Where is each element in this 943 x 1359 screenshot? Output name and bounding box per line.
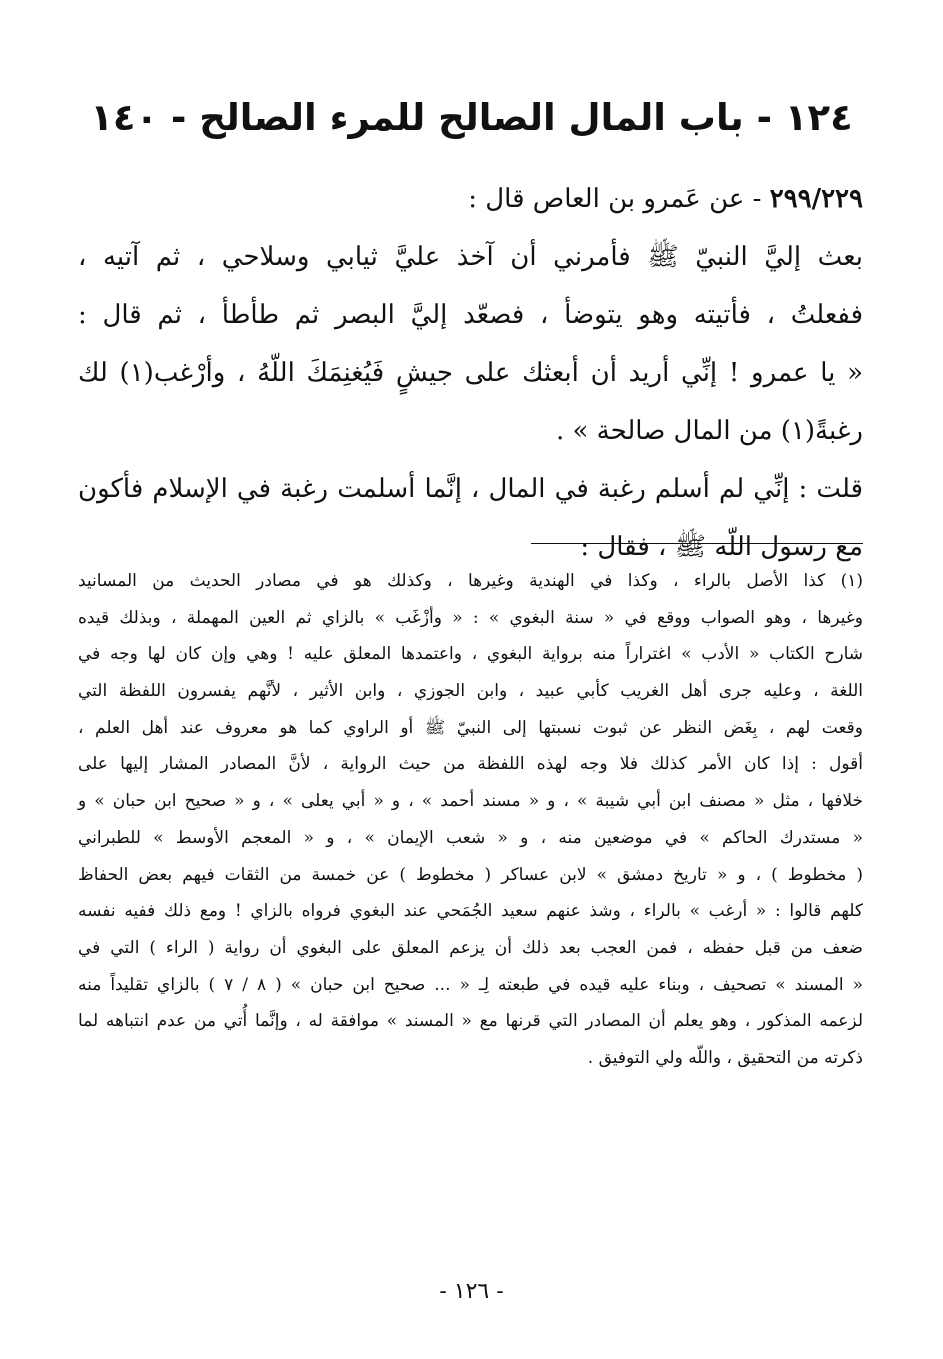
footnote-line: خلافها ، مثل « مصنف ابن أبي شيبة » ، و « مسند أحمد » ، و « أبي يعلى » ، و « صحيح ابن حبان » و <box>78 791 863 812</box>
footnote-separator <box>531 543 863 544</box>
hadith-header-line <box>78 170 863 228</box>
hadith-line: بعث إليَّ النبيّ ﷺ فأمرني أن آخذ عليَّ ثيابي وسلاحي ، ثم آتيه ، <box>78 242 863 272</box>
hadith-line: ففعلتُ ، فأتيته وهو يتوضأ ، فصعّد إليَّ البصر ثم طأطأ ، ثم قال : <box>78 300 863 330</box>
hadith-line: رغبةً(١) من المال صالحة » . <box>555 416 863 446</box>
footnote-line: ضعف من قبل حفظه ، فمن العجب بعد ذلك أن يزعم المعلق على البغوي أن رواية ( الراء ) التي في <box>78 937 863 958</box>
hadith-number: ٢٩٩/٢٢٩ <box>769 184 863 214</box>
footnote-line: أقول : إذا كان الأمر كذلك فلا وجه لهذه اللفظة من حيث الرواية ، لأنَّ المصادر المشار إليها على <box>78 754 863 775</box>
footnote-line: ذكرته من التحقيق ، واللّه ولي التوفيق . <box>587 1047 863 1068</box>
hadith-line: مع رسول اللّه ﷺ ، فقال : <box>580 532 863 562</box>
footnote-line: اللغة ، وعليه جرى أهل الغريب كأبي عبيد ، وابن الجوزي ، وابن الأثير ، لأنَّهم يفسرون اللفظة التي <box>78 681 863 702</box>
hadith-intro: - عن عَمرو بن العاص قال : <box>468 184 770 214</box>
footnote-line: ( مخطوط ) ، و « تاريخ دمشق » لابن عساكر ( مخطوط ) عن خمسة من الثقات فيهم بعض الحفاظ <box>78 864 863 885</box>
hadith-text <box>78 170 863 576</box>
footnotes <box>78 563 863 1077</box>
footnote-line: كلهم قالوا : « أرغب » بالراء ، وشذ عنهم سعيد الجُمَحي عند البغوي فرواه بالزاي ! ومع ذلك ففيه نفسه <box>78 901 863 922</box>
footnote-line: وغيرها ، وهو الصواب ووقع في « سنة البغوي » : « وأزْغَب » بالزاي ثم العين المهملة ، وبذلك قيده <box>78 607 863 628</box>
footnote-line: « المسند » تصحيف ، وبناء عليه قيده في طبعته لِـ « ... صحيح ابن حبان » ( ٨ / ٧ ) بالزاي تقليداً منه <box>78 974 863 995</box>
hadith-line: « يا عمرو ! إنِّي أريد أن أبعثك على جيشٍ فَيُغنِمَكَ اللّهُ ، وأرْغب(١) لك <box>78 358 863 388</box>
footnote-line: وقعت لهم ، بِغَض النظر عن ثبوت نسبتها إلى النبيّ ﷺ أو الراوي كما هو معروف عند أهل العلم ، <box>78 717 863 738</box>
footnote-line: (١) كذا الأصل بالراء ، وكذا في الهندية وغيرها ، وكذلك هو في مصادر الحديث من المسانيد <box>78 571 863 591</box>
footnote-line: شارح الكتاب « الأدب » اغتراراً منه برواية البغوي ، واعتمدها المعلق عليه ! وهي وإن كان لها وجه في <box>78 644 863 665</box>
page-number: - ١٢٦ - <box>439 1279 504 1304</box>
chapter-heading: ١٢٤ - باب المال الصالح للمرء الصالح - ١٤٠ <box>90 96 853 139</box>
hadith-line: قلت : إنِّي لم أسلم رغبة في المال ، إنَّما أسلمت رغبة في الإسلام فأكون <box>78 474 863 504</box>
footnote-line: لزعمه المذكور ، وهو يعلم أن المصادر التي قرنها مع « المسند » موافقة له ، وإنَّما أُتي من عدم انتباهه لما <box>78 1011 863 1032</box>
footnote-line: « مستدرك الحاكم » في موضعين منه ، و « شعب الإيمان » ، و « المعجم الأوسط » للطبراني <box>78 827 863 848</box>
